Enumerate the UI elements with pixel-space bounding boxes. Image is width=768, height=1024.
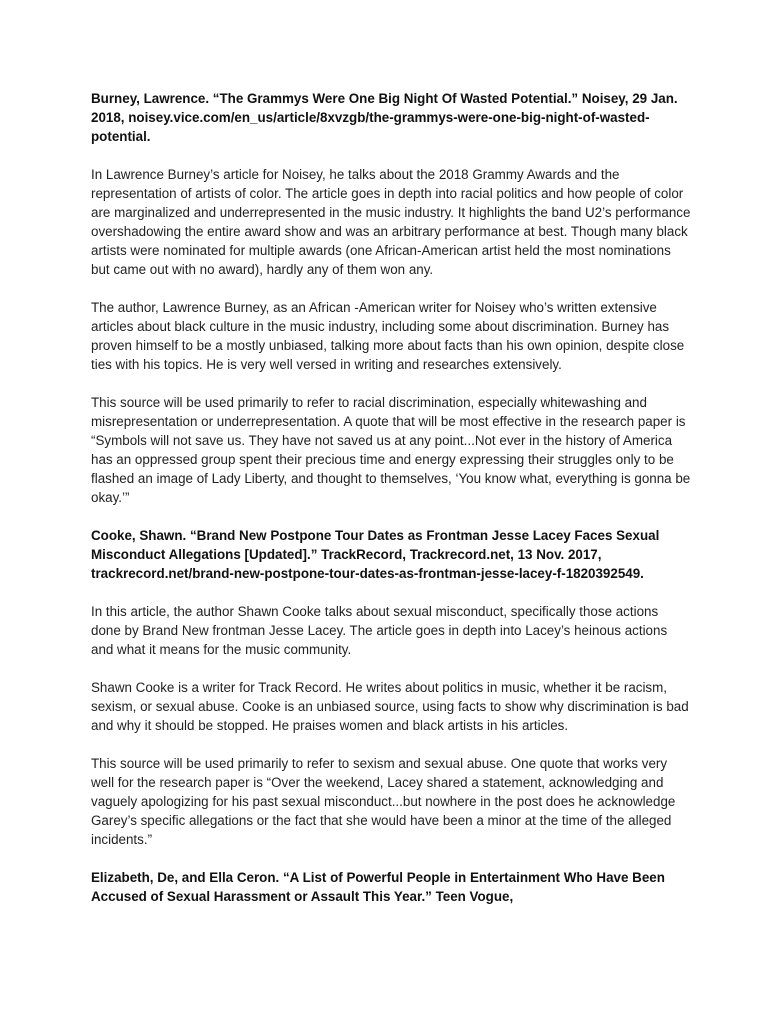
usage-paragraph: This source will be used primarily to refer to racial discrimination, especially whitewashing and misrepresentation or underrepresentation. A quote that will be most effective in the research paper is “Symbols will not save us. They have not saved us at any point...Not ever in the history of America has an oppressed group spent their precious time and energy expressing their struggles only to be flashed an image of Lady Liberty, and thought to themselves, ‘You know what, everything is gonna be okay.’” — [91, 395, 691, 505]
author-paragraph: Shawn Cooke is a writer for Track Record. He writes about politics in music, whether it be racism, sexism, or sexual abuse. Cooke is an unbiased source, using facts to show why discrimination is bad and why it should be stopped. He praises women and black artists in his articles. — [91, 680, 689, 733]
citation-cooke: Cooke, Shawn. “Brand New Postpone Tour Dates as Frontman Jesse Lacey Faces Sexual Misconduct Allegations [Updated].” TrackRecord, Trackrecord.net, 13 Nov. 2017, trackrecord.net/brand-new-postpone-tour-dates-as-frontman-jesse-lacey-f-1820392549. — [91, 528, 660, 581]
citation-elizabeth-ceron: Elizabeth, De, and Ella Ceron. “A List of Powerful People in Entertainment Who Have Been Accused of Sexual Harassment or Assault This Year.” Teen Vogue, — [91, 870, 665, 904]
summary-paragraph: In this article, the author Shawn Cooke talks about sexual misconduct, specifically those actions done by Brand New frontman Jesse Lacey. The article goes in depth into Lacey’s heinous actions and what it means for the music community. — [91, 604, 668, 657]
citation-burney: Burney, Lawrence. “The Grammys Were One Big Night Of Wasted Potential.” Noisey, 29 Jan. 2018, noisey.vice.com/en_us/article/8xvzgb/the-grammys-were-one-big-night-of-wasted-potential. — [91, 91, 678, 144]
author-paragraph: The author, Lawrence Burney, as an African -American writer for Noisey who’s written extensive articles about black culture in the music industry, including some about discrimination. Burney has proven himself to be a mostly unbiased, talking more about facts than his own opinion, despite close ties with his topics. He is very well versed in writing and researches extensively. — [91, 300, 685, 372]
usage-paragraph: This source will be used primarily to refer to sexism and sexual abuse. One quote that works very well for the research paper is “Over the weekend, Lacey shared a statement, acknowledging and vaguely apologizing for his past sexual misconduct...but nowhere in the post does he acknowledge Garey’s specific allegations or the fact that she would have been a minor at the time of the alleged incidents.” — [91, 756, 676, 847]
document-page — [91, 89, 691, 906]
summary-paragraph: In Lawrence Burney’s article for Noisey, he talks about the 2018 Grammy Awards and the representation of artists of color. The article goes in depth into racial politics and how people of color are marginalized and underrepresented in the music industry. It highlights the band U2’s performance overshadowing the entire award show and was an arbitrary performance at best. Though many black artists were nominated for multiple awards (one African-American artist held the most nominations but came out with no award), hardly any of them won any. — [91, 167, 691, 277]
